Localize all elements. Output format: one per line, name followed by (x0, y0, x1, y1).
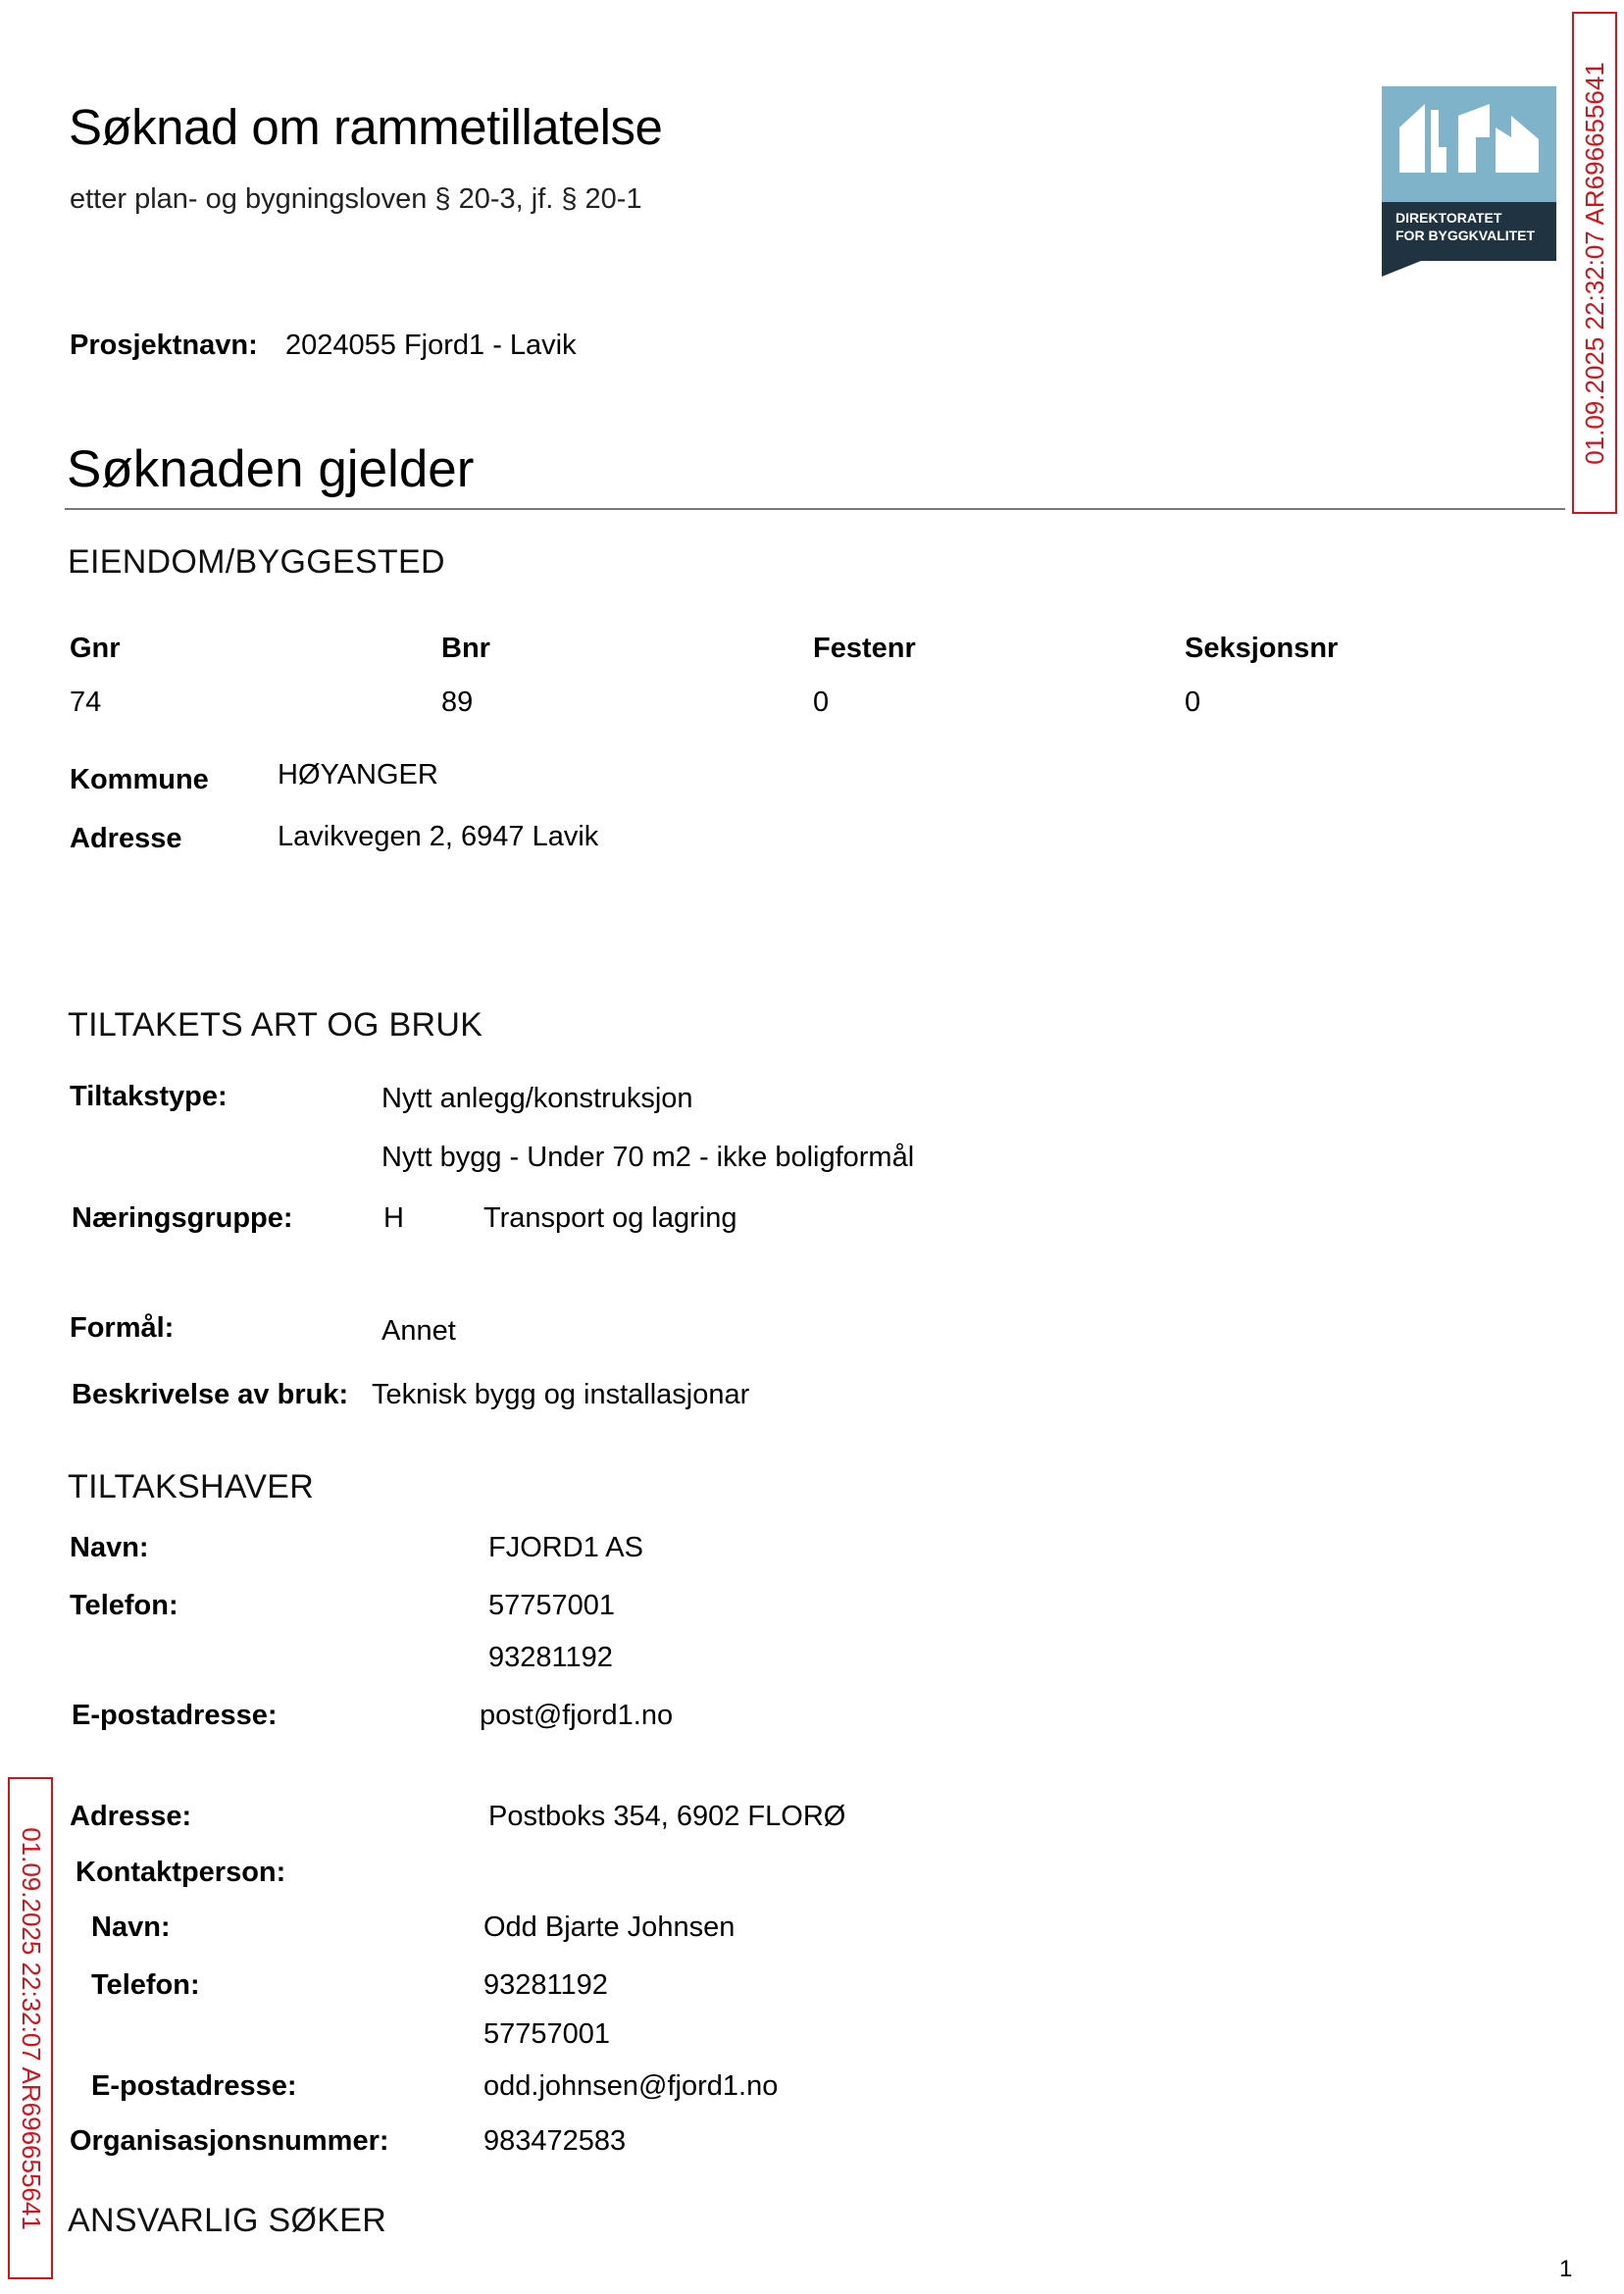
orgnr-value: 983472583 (483, 2125, 627, 2157)
gnr-value: 74 (70, 687, 102, 718)
logo-text-line2: FOR BYGGKVALITET (1396, 228, 1536, 243)
kontakt-telefon-label: Telefon: (91, 1969, 200, 2001)
bnr-label: Bnr (441, 633, 490, 664)
dibk-logo-graphic (1382, 86, 1556, 277)
adresse-label: Adresse (70, 823, 182, 854)
tiltakshaver-epost-value: post@fjord1.no (480, 1700, 674, 1731)
kontakt-telefon-2: 57757001 (483, 2018, 611, 2050)
tiltakshaver-telefon-2: 93281192 (488, 1642, 613, 1673)
kontakt-navn-label: Navn: (91, 1912, 171, 1943)
tiltakshaver-navn-label: Navn: (70, 1532, 149, 1563)
archive-stamp-top (1572, 12, 1617, 514)
beskrivelse-label: Beskrivelse av bruk: (72, 1379, 349, 1410)
ansvarlig-heading: ANSVARLIG SØKER (68, 2202, 387, 2239)
tiltakshaver-heading: TILTAKSHAVER (68, 1468, 315, 1505)
kontakt-epost-label: E-postadresse: (91, 2070, 297, 2102)
tiltakstype-label: Tiltakstype: (70, 1081, 228, 1112)
archive-stamp-top-text: 01.09.2025 22:32:07 AR696655641 (1579, 61, 1609, 465)
section-title: Søknaden gjelder (67, 440, 475, 498)
dibk-logo (1382, 86, 1556, 277)
project-value: 2024055 Fjord1 - Lavik (285, 330, 577, 361)
page-number: 1 (1559, 2256, 1573, 2282)
formal-value: Annet (381, 1315, 456, 1347)
tiltakshaver-epost-label: E-postadresse: (72, 1700, 278, 1731)
kontakt-navn-value: Odd Bjarte Johnsen (483, 1912, 736, 1943)
naeringsgruppe-code: H (383, 1202, 404, 1234)
naeringsgruppe-value: Transport og lagring (483, 1202, 737, 1234)
logo-text-line1: DIREKTORATET (1396, 210, 1502, 226)
kontakt-telefon-1: 93281192 (483, 1969, 608, 2001)
archive-stamp-left (8, 1777, 53, 2279)
seksjonsnr-value: 0 (1185, 687, 1201, 718)
tiltakshaver-adresse-label: Adresse: (70, 1801, 192, 1832)
eiendom-heading: EIENDOM/BYGGESTED (68, 543, 445, 581)
document-subtitle: etter plan- og bygningsloven § 20-3, jf. § 20-1 (70, 183, 642, 215)
kontaktperson-label: Kontaktperson: (76, 1857, 286, 1888)
naeringsgruppe-label: Næringsgruppe: (72, 1202, 293, 1234)
tiltakshaver-telefon-1: 57757001 (488, 1590, 616, 1621)
adresse-value: Lavikvegen 2, 6947 Lavik (278, 821, 599, 852)
festenr-label: Festenr (813, 633, 916, 664)
formal-label: Formål: (70, 1312, 175, 1344)
kontakt-epost-value: odd.johnsen@fjord1.no (483, 2070, 779, 2102)
orgnr-label: Organisasjonsnummer: (70, 2125, 389, 2157)
beskrivelse-value: Teknisk bygg og installasjonar (372, 1379, 750, 1410)
festenr-value: 0 (813, 687, 830, 718)
archive-stamp-left-text: 01.09.2025 22:32:07 AR696655641 (16, 1826, 46, 2230)
bnr-value: 89 (441, 687, 474, 718)
seksjonsnr-label: Seksjonsnr (1185, 633, 1339, 664)
gnr-label: Gnr (70, 633, 121, 664)
tiltakshaver-navn-value: FJORD1 AS (488, 1532, 643, 1563)
kommune-value: HØYANGER (278, 759, 438, 790)
project-label: Prosjektnavn: (70, 330, 258, 361)
tiltakshaver-telefon-label: Telefon: (70, 1590, 178, 1621)
section-divider (65, 508, 1565, 510)
tiltak-heading: TILTAKETS ART OG BRUK (68, 1006, 483, 1044)
tiltakstype-value-1: Nytt anlegg/konstruksjon (381, 1083, 693, 1114)
tiltakshaver-adresse-value: Postboks 354, 6902 FLORØ (488, 1801, 846, 1832)
kommune-label: Kommune (70, 764, 209, 795)
document-title: Søknad om rammetillatelse (69, 99, 663, 155)
tiltakstype-value-2: Nytt bygg - Under 70 m2 - ikke boligformål (381, 1142, 915, 1173)
